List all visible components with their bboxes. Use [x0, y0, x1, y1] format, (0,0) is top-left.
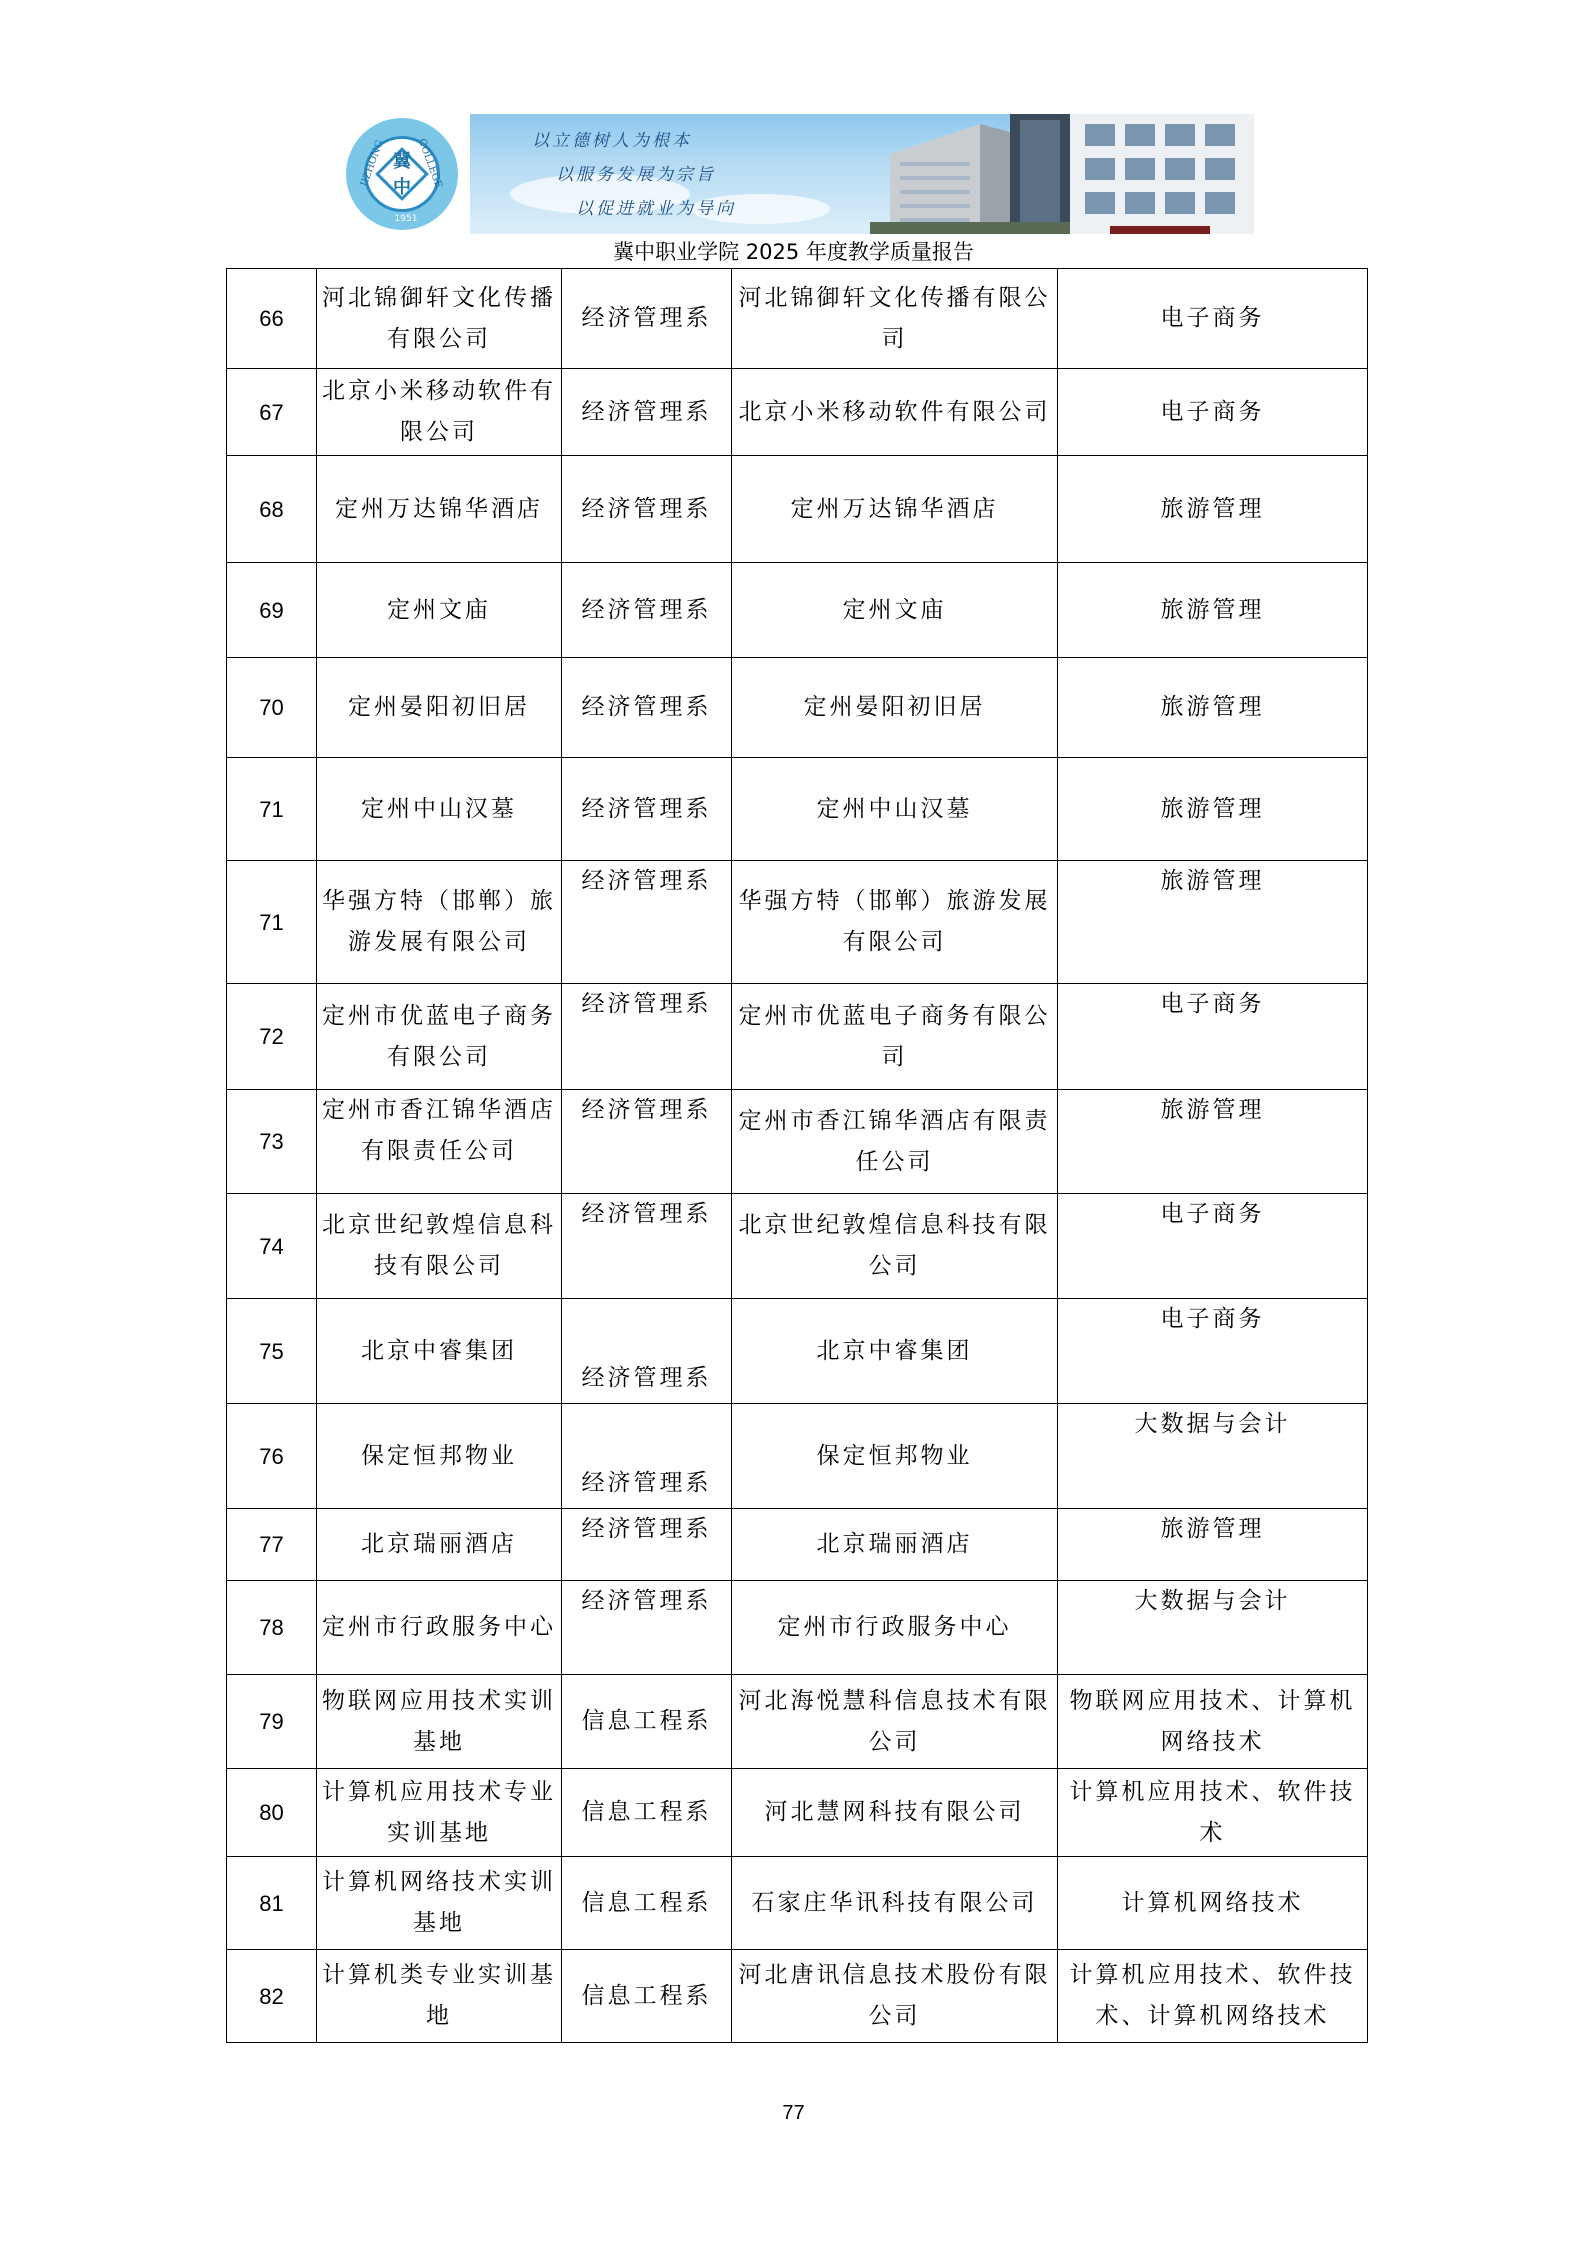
major: 大数据与会计	[1058, 1404, 1368, 1509]
department: 经济管理系	[562, 1509, 732, 1581]
department: 信息工程系	[562, 1675, 732, 1769]
company-name: 定州中山汉墓	[732, 758, 1058, 861]
company-name: 河北慧网科技有限公司	[732, 1769, 1058, 1857]
company-name: 河北唐讯信息技术股份有限公司	[732, 1950, 1058, 2043]
row-number: 72	[227, 984, 317, 1090]
row-number: 66	[227, 269, 317, 369]
major: 电子商务	[1058, 1194, 1368, 1299]
table-row	[227, 1404, 1368, 1509]
row-number: 69	[227, 563, 317, 658]
table-row	[227, 369, 1368, 456]
major: 物联网应用技术、计算机网络技术	[1058, 1675, 1368, 1769]
table-row	[227, 1581, 1368, 1675]
row-number: 70	[227, 658, 317, 758]
base-name: 河北锦御轩文化传播有限公司	[317, 269, 562, 369]
department: 经济管理系	[562, 758, 732, 861]
slogan-line-1: 以立德树人为根本	[532, 131, 692, 151]
company-name: 定州市优蓝电子商务有限公司	[732, 984, 1058, 1090]
base-name: 定州晏阳初旧居	[317, 658, 562, 758]
major: 电子商务	[1058, 1299, 1368, 1404]
table-row	[227, 1090, 1368, 1194]
company-name: 河北海悦慧科信息技术有限公司	[732, 1675, 1058, 1769]
company-name: 定州万达锦华酒店	[732, 456, 1058, 563]
department: 经济管理系	[562, 1299, 732, 1404]
campus-building-image	[870, 114, 1254, 234]
department: 经济管理系	[562, 861, 732, 984]
table-row	[227, 758, 1368, 861]
major: 旅游管理	[1058, 1509, 1368, 1581]
table-row	[227, 563, 1368, 658]
department: 经济管理系	[562, 369, 732, 456]
page-number: 77	[782, 2102, 805, 2124]
department: 经济管理系	[562, 984, 732, 1090]
base-name: 定州文庙	[317, 563, 562, 658]
table-row	[227, 1769, 1368, 1857]
department: 经济管理系	[562, 456, 732, 563]
base-name: 北京世纪敦煌信息科技有限公司	[317, 1194, 562, 1299]
slogan-line-2: 以服务发展为宗旨	[556, 165, 716, 185]
company-name: 北京瑞丽酒店	[732, 1509, 1058, 1581]
company-name: 保定恒邦物业	[732, 1404, 1058, 1509]
department: 经济管理系	[562, 1581, 732, 1675]
base-name: 北京中睿集团	[317, 1299, 562, 1404]
row-number: 67	[227, 369, 317, 456]
row-number: 71	[227, 758, 317, 861]
row-number: 82	[227, 1950, 317, 2043]
major: 计算机应用技术、软件技术、计算机网络技术	[1058, 1950, 1368, 2043]
row-number: 68	[227, 456, 317, 563]
major: 旅游管理	[1058, 758, 1368, 861]
row-number: 75	[227, 1299, 317, 1404]
major: 电子商务	[1058, 984, 1368, 1090]
row-number: 81	[227, 1857, 317, 1950]
college-logo	[342, 114, 468, 234]
table-row	[227, 861, 1368, 984]
slogan-line-3: 以促进就业为导向	[576, 199, 736, 219]
company-name: 定州晏阳初旧居	[732, 658, 1058, 758]
department: 经济管理系	[562, 658, 732, 758]
company-name: 北京中睿集团	[732, 1299, 1058, 1404]
company-name: 定州文庙	[732, 563, 1058, 658]
document-title: 冀中职业学院 2025 年度教学质量报告	[613, 240, 974, 264]
department: 信息工程系	[562, 1769, 732, 1857]
logo-seal-icon: 冀 中 JIZHONG COLLEGE 1951	[346, 118, 458, 230]
row-number: 74	[227, 1194, 317, 1299]
base-name: 计算机应用技术专业实训基地	[317, 1769, 562, 1857]
base-name: 北京小米移动软件有限公司	[317, 369, 562, 456]
base-name: 保定恒邦物业	[317, 1404, 562, 1509]
base-name: 定州中山汉墓	[317, 758, 562, 861]
table-row	[227, 1675, 1368, 1769]
department: 经济管理系	[562, 563, 732, 658]
header-banner	[470, 114, 1254, 234]
row-number: 71	[227, 861, 317, 984]
row-number: 77	[227, 1509, 317, 1581]
base-name: 计算机网络技术实训基地	[317, 1857, 562, 1950]
major: 旅游管理	[1058, 563, 1368, 658]
base-name: 定州市优蓝电子商务有限公司	[317, 984, 562, 1090]
company-name: 定州市香江锦华酒店有限责任公司	[732, 1090, 1058, 1194]
major: 旅游管理	[1058, 456, 1368, 563]
major: 计算机应用技术、软件技术	[1058, 1769, 1368, 1857]
table-row	[227, 1950, 1368, 2043]
company-name: 北京小米移动软件有限公司	[732, 369, 1058, 456]
table-row	[227, 1194, 1368, 1299]
base-name: 计算机类专业实训基地	[317, 1950, 562, 2043]
company-name: 北京世纪敦煌信息科技有限公司	[732, 1194, 1058, 1299]
table-row	[227, 984, 1368, 1090]
base-name: 定州市行政服务中心	[317, 1581, 562, 1675]
major: 大数据与会计	[1058, 1581, 1368, 1675]
department: 信息工程系	[562, 1950, 732, 2043]
major: 旅游管理	[1058, 1090, 1368, 1194]
table-row	[227, 269, 1368, 369]
row-number: 80	[227, 1769, 317, 1857]
department: 经济管理系	[562, 1194, 732, 1299]
row-number: 73	[227, 1090, 317, 1194]
company-name: 华强方特（邯郸）旅游发展有限公司	[732, 861, 1058, 984]
base-name: 北京瑞丽酒店	[317, 1509, 562, 1581]
major: 电子商务	[1058, 269, 1368, 369]
row-number: 76	[227, 1404, 317, 1509]
company-name: 定州市行政服务中心	[732, 1581, 1058, 1675]
training-base-table	[226, 268, 1368, 2043]
base-name: 定州市香江锦华酒店有限责任公司	[317, 1090, 562, 1194]
table-row	[227, 658, 1368, 758]
table-row	[227, 1509, 1368, 1581]
department: 经济管理系	[562, 269, 732, 369]
base-name: 华强方特（邯郸）旅游发展有限公司	[317, 861, 562, 984]
base-name: 物联网应用技术实训基地	[317, 1675, 562, 1769]
table-row	[227, 456, 1368, 563]
department: 经济管理系	[562, 1404, 732, 1509]
company-name: 石家庄华讯科技有限公司	[732, 1857, 1058, 1950]
table-row	[227, 1299, 1368, 1404]
major: 计算机网络技术	[1058, 1857, 1368, 1950]
department: 信息工程系	[562, 1857, 732, 1950]
major: 旅游管理	[1058, 861, 1368, 984]
company-name: 河北锦御轩文化传播有限公司	[732, 269, 1058, 369]
department: 经济管理系	[562, 1090, 732, 1194]
row-number: 78	[227, 1581, 317, 1675]
table-row	[227, 1857, 1368, 1950]
base-name: 定州万达锦华酒店	[317, 456, 562, 563]
major: 旅游管理	[1058, 658, 1368, 758]
row-number: 79	[227, 1675, 317, 1769]
major: 电子商务	[1058, 369, 1368, 456]
